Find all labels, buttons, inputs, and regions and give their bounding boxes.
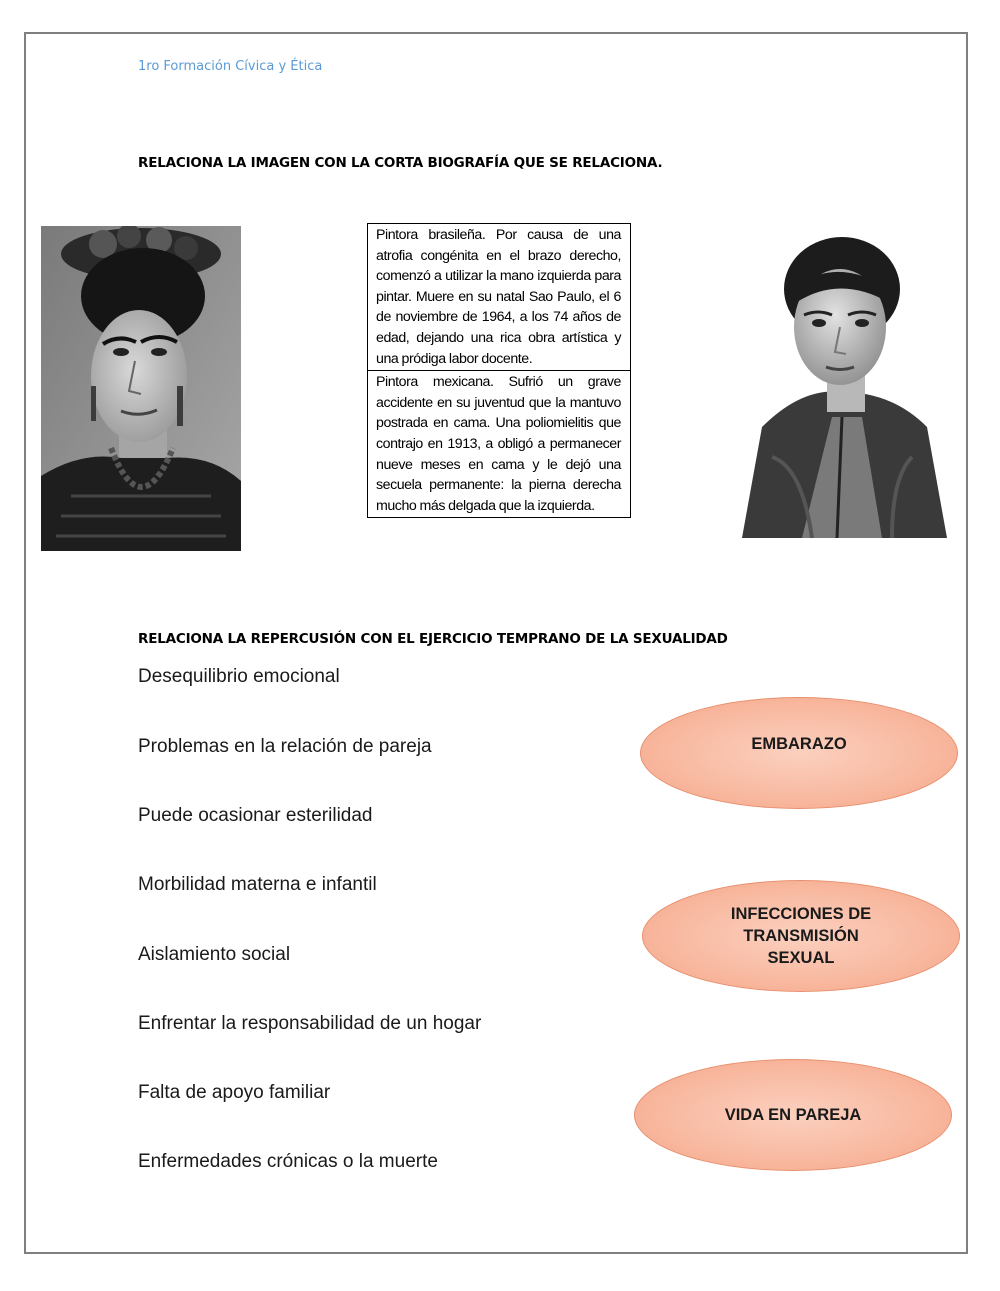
repercussion-item[interactable]: Desequilibrio emocional (138, 666, 340, 687)
target-label: INFECCIONES DE TRANSMISIÓN SEXUAL (730, 905, 872, 967)
target-its[interactable] (642, 880, 960, 992)
repercussion-item[interactable]: Enfermedades crónicas o la muerte (138, 1151, 438, 1172)
portrait-right-image (742, 227, 947, 538)
course-header: 1ro Formación Cívica y Ética (138, 59, 323, 74)
repercussion-item[interactable]: Puede ocasionar esterilidad (138, 805, 373, 826)
biography-table (367, 223, 631, 518)
biography-brazilian-painter[interactable]: Pintora brasileña. Por causa de una atrofia congénita en el brazo derecho, comenzó a utilizar la mano izquierda para pintar. Muere en su natal Sao Paulo, el 6 de noviembre de 1964, a los 74 años de edad, dejando una rica obra artística y una pródiga labor docente. (376, 227, 621, 367)
portrait-left-image (41, 226, 241, 551)
target-vida-en-pareja[interactable] (634, 1059, 952, 1171)
portrait-right-photo[interactable] (742, 227, 947, 538)
target-label: EMBARAZO (751, 735, 847, 753)
section1-heading: RELACIONA LA IMAGEN CON LA CORTA BIOGRAFÍA QUE SE RELACIONA. (138, 155, 663, 171)
target-embarazo[interactable] (640, 697, 958, 809)
repercussion-item[interactable]: Problemas en la relación de pareja (138, 736, 432, 757)
repercussion-item[interactable]: Falta de apoyo familiar (138, 1082, 331, 1103)
repercussion-item[interactable]: Morbilidad materna e infantil (138, 874, 377, 895)
portrait-left-photo[interactable] (41, 226, 241, 551)
repercussion-item[interactable]: Enfrentar la responsabilidad de un hogar (138, 1013, 482, 1034)
biography-mexican-painter[interactable]: Pintora mexicana. Sufrió un grave accidente en su juventud que la mantuvo postrada en cama. Una poliomielitis que contrajo en 1913, a obligó a permanecer nueve meses en cama y le dejó una secuela permanente: la pierna derecha mucho más delgada que la izquierda. (368, 370, 630, 517)
target-label: VIDA EN PAREJA (724, 1106, 862, 1124)
repercussion-item[interactable]: Aislamiento social (138, 944, 291, 965)
section2-heading: RELACIONA LA REPERCUSIÓN CON EL EJERCICIO TEMPRANO DE LA SEXUALIDAD (138, 631, 728, 647)
